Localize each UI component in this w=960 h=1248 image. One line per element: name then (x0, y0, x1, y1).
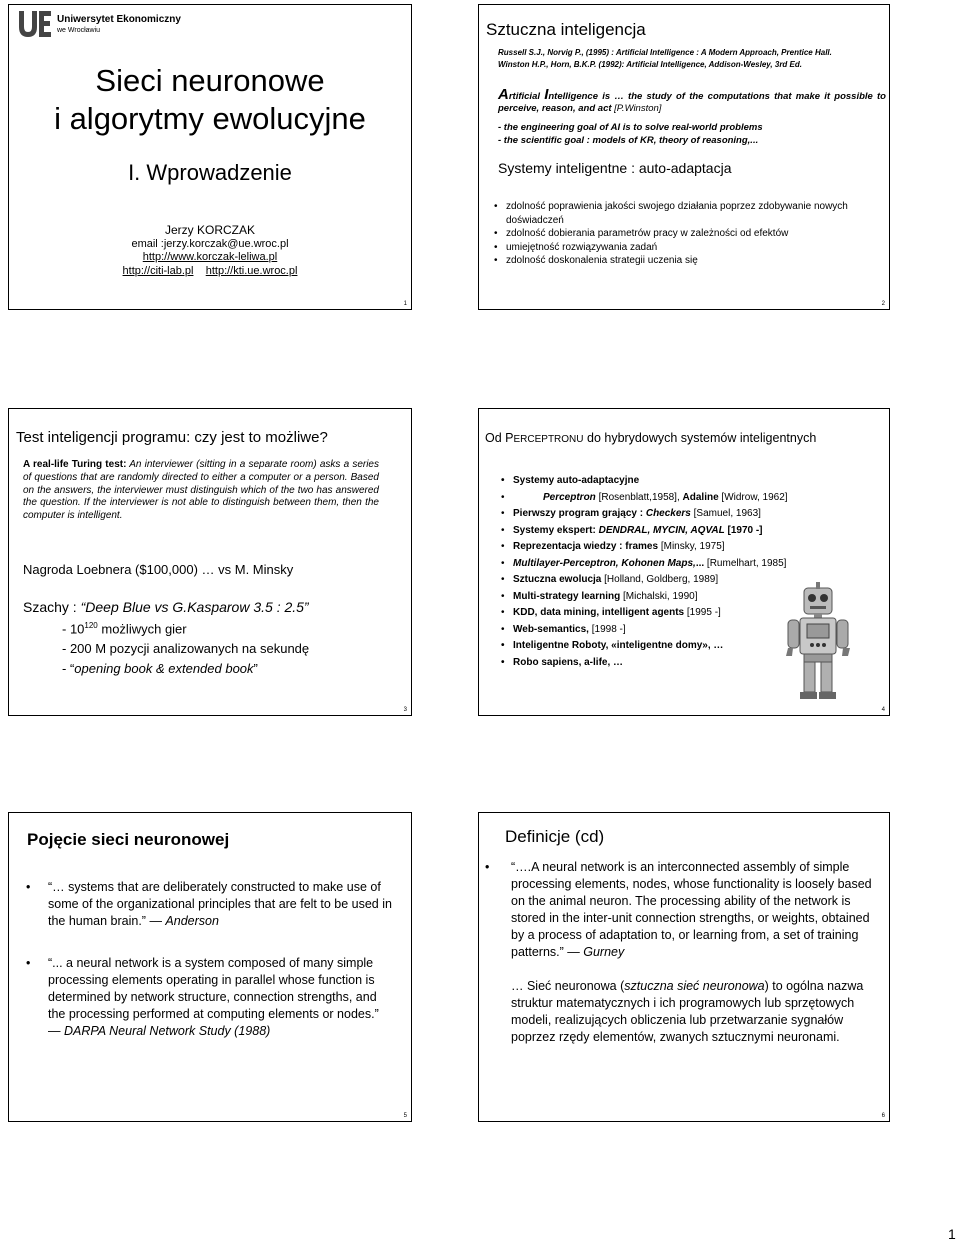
slide-number: 3 (403, 707, 407, 713)
list-item: • Multi-strategy learning [Michalski, 1990] (501, 589, 876, 606)
deck-title-line1: Sieci neuronowe (95, 63, 325, 98)
slide-number: 2 (881, 301, 885, 307)
list-item: • zdolność dobierania parametrów pracy w zależności od efektów (494, 227, 869, 241)
slide-title: Sztuczna inteligencja (486, 20, 646, 39)
list-item: • Web-semantics, [1998 -] (501, 622, 876, 639)
ai-letter-a: A (498, 86, 509, 103)
list-item: • Inteligentne Roboty, «inteligentne domy», … (501, 638, 876, 655)
logo-line1: Uniwersytet Ekonomiczny (57, 14, 181, 25)
slide-6 (478, 812, 890, 1122)
slide-4 (478, 408, 890, 716)
reference-1: Russell S.J., Norvig P., (1995) : Artificial Intelligence : A Modern Approach, Prentice Hall. (498, 48, 832, 57)
link-row-2 (9, 265, 411, 277)
chess-line: Szachy : “Deep Blue vs G.Kasparow 3.5 : 2.5” (23, 599, 309, 615)
slide-3 (8, 408, 412, 716)
university-logo (17, 9, 181, 41)
link-row-1 (9, 251, 411, 263)
turing-test-paragraph: A real-life Turing test: An interviewer (sitting in a separate room) asks a series of questions that are randomly directed to either a computer or a person. Based on the answers, the interviewer must distinguish which of the two has answered the question. If the interviewer is not able to distinguish between them, then the computer is intelligent. (23, 459, 379, 522)
slide-5 (8, 812, 412, 1122)
kti-link[interactable]: http://kti.ue.wroc.pl (205, 265, 298, 277)
slide-title: Pojęcie sieci neuronowej (27, 830, 230, 849)
ai-definition: Artificial Intelligence is … the study of the computations that make it possible to perceive, reason, and act [P.Winston] (498, 86, 886, 114)
slide-1 (8, 4, 412, 310)
university-logo-icon (17, 9, 53, 39)
chess-book: - “opening book & extended book” (62, 661, 258, 676)
ai-letter-i: I (544, 86, 549, 103)
list-item: • Multilayer-Perceptron, Kohonen Maps,... [Rumelhart, 1985] (501, 556, 876, 573)
list-item: • Sztuczna ewolucja [Holland, Goldberg, 1989] (501, 572, 876, 589)
slide-number: 4 (881, 707, 885, 713)
loebner-prize: Nagroda Loebnera ($100,000) … vs M. Minsky (23, 562, 294, 577)
chess-match: “Deep Blue vs G.Kasparow 3.5 : 2.5” (80, 599, 309, 615)
citi-lab-link[interactable]: http://citi-lab.pl (122, 265, 194, 277)
chess-positions: - 200 M pozycji analizowanych na sekundę (62, 641, 310, 656)
robot-image (782, 582, 854, 702)
list-item: • Robo sapiens, a-life, … (501, 655, 876, 672)
section-heading: Systemy inteligentne : auto-adaptacja (498, 160, 732, 176)
list-item: • Systemy auto-adaptacyjne (501, 473, 876, 490)
list-item: • zdolność poprawienia jakości swojego działania poprzez zdobywanie nowych doświadczeń (494, 200, 869, 227)
list-item-sub: • Perceptron [Rosenblatt,1958], Adaline [Widrow, 1962] (501, 490, 876, 507)
slide-number: 6 (881, 1113, 885, 1119)
list-item: • Pierwszy program grający : Checkers [Samuel, 1963] (501, 506, 876, 523)
polish-definition: … Sieć neuronowa (sztuczna sieć neuronowa) to ogólna nazwa struktur matematycznych i ich programowych lub sprzętowych modeli, realizujących obliczenia lub przetwarzanie sygnałów poprzez rzędy elementów, zwanych sztucznymi neuronami. (511, 979, 864, 1044)
list-item: • “… systems that are deliberately constructed to make use of some of the organizational principles that are felt to be used in the human brain.” — Anderson (26, 879, 394, 930)
logo-line2: we Wrocławiu (57, 27, 101, 34)
author-name: Jerzy KORCZAK (164, 223, 255, 237)
list-item: • “... a neural network is a system composed of many simple processing elements operating in parallel whose function is determined by network structure, connection strengths, and the processing performed at computing elements or nodes.” — DARPA Neural Network Study (1988) (26, 955, 394, 1040)
definition-list (485, 859, 877, 961)
website-link[interactable]: http://www.korczak-leliwa.pl (142, 251, 278, 263)
chess-games: - $10^{120}$ możliwych gier (62, 621, 187, 637)
slide-number: 5 (403, 1113, 407, 1119)
deck-title-line2: i algorytmy ewolucyjne (54, 101, 366, 136)
deck-subtitle: I. Wprowadzenie (128, 160, 292, 185)
slide-title: Definicje (cd) (505, 827, 605, 846)
list-item: • Reprezentacja wiedzy : frames [Minsky, 1975] (501, 539, 876, 556)
list-item: • Systemy ekspert: DENDRAL, MYCIN, AQVAL [1970 -] (501, 523, 876, 540)
turing-label: A real-life Turing test: (23, 459, 127, 470)
list-item: • zdolność doskonalenia strategii uczenia się (494, 254, 869, 268)
slide-number: 1 (403, 301, 407, 307)
quote-list (26, 879, 394, 1040)
list-item: • “….A neural network is an interconnected assembly of simple processing elements, nodes, whose functionality is loosely based on the animal neuron. The processing ability of the network is stored in the inter-unit connection strengths, or weights, obtained by a process of adaptation to, or learning from, a set of training patterns.” — Gurney (485, 859, 877, 961)
scientific-goal: - the scientific goal : models of KR, theory of reasoning,... (498, 135, 759, 146)
reference-2: Winston H.P., Horn, B.K.P. (1992): Artificial Intelligence, Addison-Wesley, 3rd Ed. (498, 60, 802, 69)
slide-title: Test inteligencji programu: czy jest to możliwe? (16, 429, 328, 446)
list-item: • KDD, data mining, intelligent agents [1995 -] (501, 605, 876, 622)
slide-2 (478, 4, 890, 310)
list-item: • umiejętność rozwiązywania zadań (494, 241, 869, 255)
slide-title: Od PERCEPTRONU do hybrydowych systemów inteligentnych (485, 431, 817, 445)
page-number: 1 (948, 1226, 956, 1242)
author-email: email :jerzy.korczak@ue.wroc.pl (131, 238, 289, 250)
feature-list (494, 200, 869, 268)
ai-citation: [P.Winston] (614, 103, 662, 114)
engineering-goal: - the engineering goal of AI is to solve real-world problems (498, 122, 763, 133)
